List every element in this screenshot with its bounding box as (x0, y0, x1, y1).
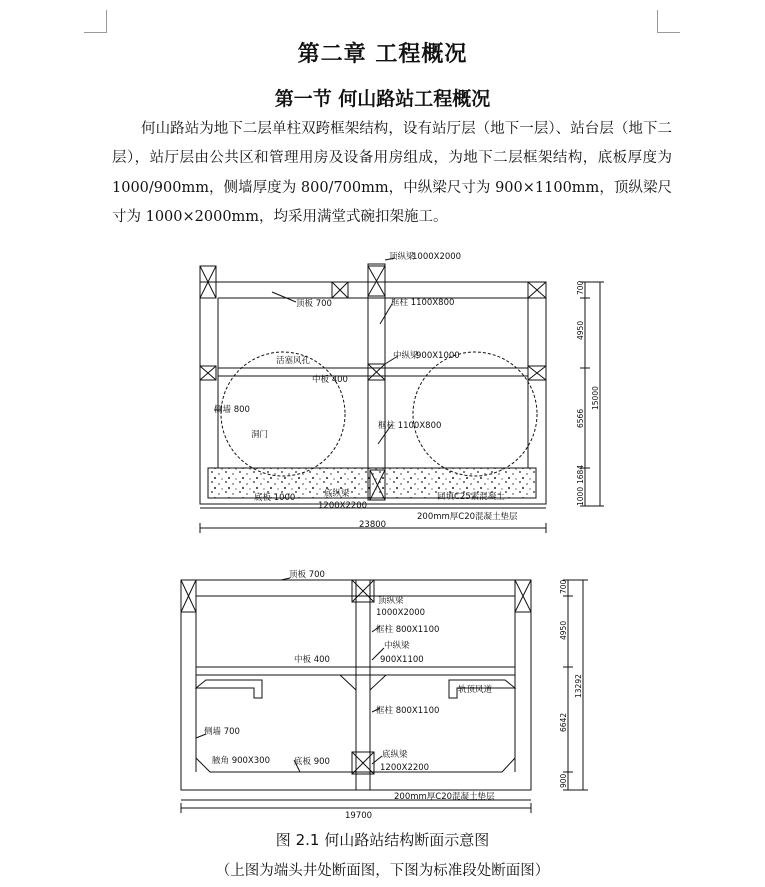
bottom-beam-label: 底纵梁 (324, 489, 350, 499)
top-center-column (368, 264, 385, 500)
bottom-dim-6642-label: 6642 (559, 712, 568, 732)
cushion-label: 200mm厚C20混凝土垫层 (417, 512, 518, 522)
bottom-dim-13292-label: 13292 (574, 674, 583, 698)
dim-1684-label: 1684 (576, 464, 585, 484)
frame-column-lower-label: 框柱 1100X800 (378, 421, 442, 431)
frame-column-upper-label: 框柱 1100X800 (391, 298, 455, 308)
figure-note: （上图为端头井处断面图，下图为标准段处断面图） (215, 863, 550, 879)
bottom-top-beam-size-label: 1000X2000 (376, 608, 426, 618)
dim-15000-label: 15000 (591, 386, 600, 410)
dim-700-label: 700 (576, 280, 585, 295)
top-slab-label: 顶板 700 (296, 299, 332, 309)
bottom-dim-700-label: 700 (559, 579, 568, 594)
bottom-dim-900-label: 900 (559, 773, 568, 788)
duct-label: 活塞风孔 (276, 356, 311, 366)
bottom-mid-beam-label: 中纵梁 (384, 641, 410, 651)
bottom-dim-4950-label: 4950 (559, 620, 568, 640)
width-dimension-label: 23800 (359, 520, 387, 530)
bottom-slab-label: 底板 1000 (254, 493, 296, 503)
side-wall-label: 侧墙 800 (214, 405, 250, 415)
bottom-frame-column-lower-label: 框柱 800X1100 (376, 706, 440, 716)
section-title: 第一节 何山路站工程概况 (274, 88, 491, 110)
tunnel-label: 洞门 (251, 430, 269, 440)
figure-caption: 图 2.1 何山路站结构断面示意图 (275, 831, 490, 849)
tunnel-circle-right (413, 352, 537, 476)
bottom-bottom-beam-label: 底纵梁 (382, 750, 408, 760)
bottom-bottom-slab-label: 底板 900 (294, 757, 330, 767)
top-beam-size-label: 1000X2000 (412, 252, 462, 262)
mid-beam-label: 中纵梁 (393, 351, 419, 361)
bottom-top-beam-label: 顶纵梁 (378, 596, 404, 606)
track-duct-label: 轨顶风道 (458, 685, 493, 695)
bottom-mid-slab-label: 中板 400 (294, 655, 330, 665)
backfill-label: 回填C25素混凝土 (437, 492, 505, 502)
bottom-side-wall-label: 侧墙 700 (204, 727, 240, 737)
chapter-title: 第二章 工程概况 (297, 41, 468, 67)
bottom-width-dimension-label: 19700 (345, 811, 373, 821)
dim-6566-label: 6566 (576, 408, 585, 428)
paragraph-text: 何山路站为地下二层单柱双跨框架结构，设有站厅层（地下一层）、站台层（地下二层），站厅层由公共区和管理用房及设备用房组成，为地下二层框架结构，底板厚度为 1000/900mm，侧墙厚度为 800/700mm，中纵梁尺寸为 900×1100mm，顶纵梁尺寸为 1000×2000mm，均采用满堂式碗扣架施工。 (112, 121, 672, 225)
bottom-mid-beam-size-label: 900X1100 (380, 655, 424, 665)
top-beam-label: 顶纵梁 (389, 252, 415, 262)
bottom-cushion-label: 200mm厚C20混凝土垫层 (394, 792, 495, 802)
bottom-frame-column-upper-label: 框柱 800X1100 (376, 625, 440, 635)
dim-1000-label: 1000 (576, 486, 585, 506)
dim-4950-label: 4950 (576, 320, 585, 340)
haunch-label: 腋角 900X300 (212, 756, 270, 766)
mid-beam-size-label: 900X1000 (416, 351, 460, 361)
bottom-section-labels (204, 569, 583, 821)
mid-slab-label: 中板 400 (312, 375, 348, 385)
bottom-beam-size-label: 1200X2200 (318, 501, 368, 511)
bottom-top-slab-label: 顶板 700 (289, 570, 325, 580)
bottom-bottom-beam-size-label: 1200X2200 (380, 763, 430, 773)
